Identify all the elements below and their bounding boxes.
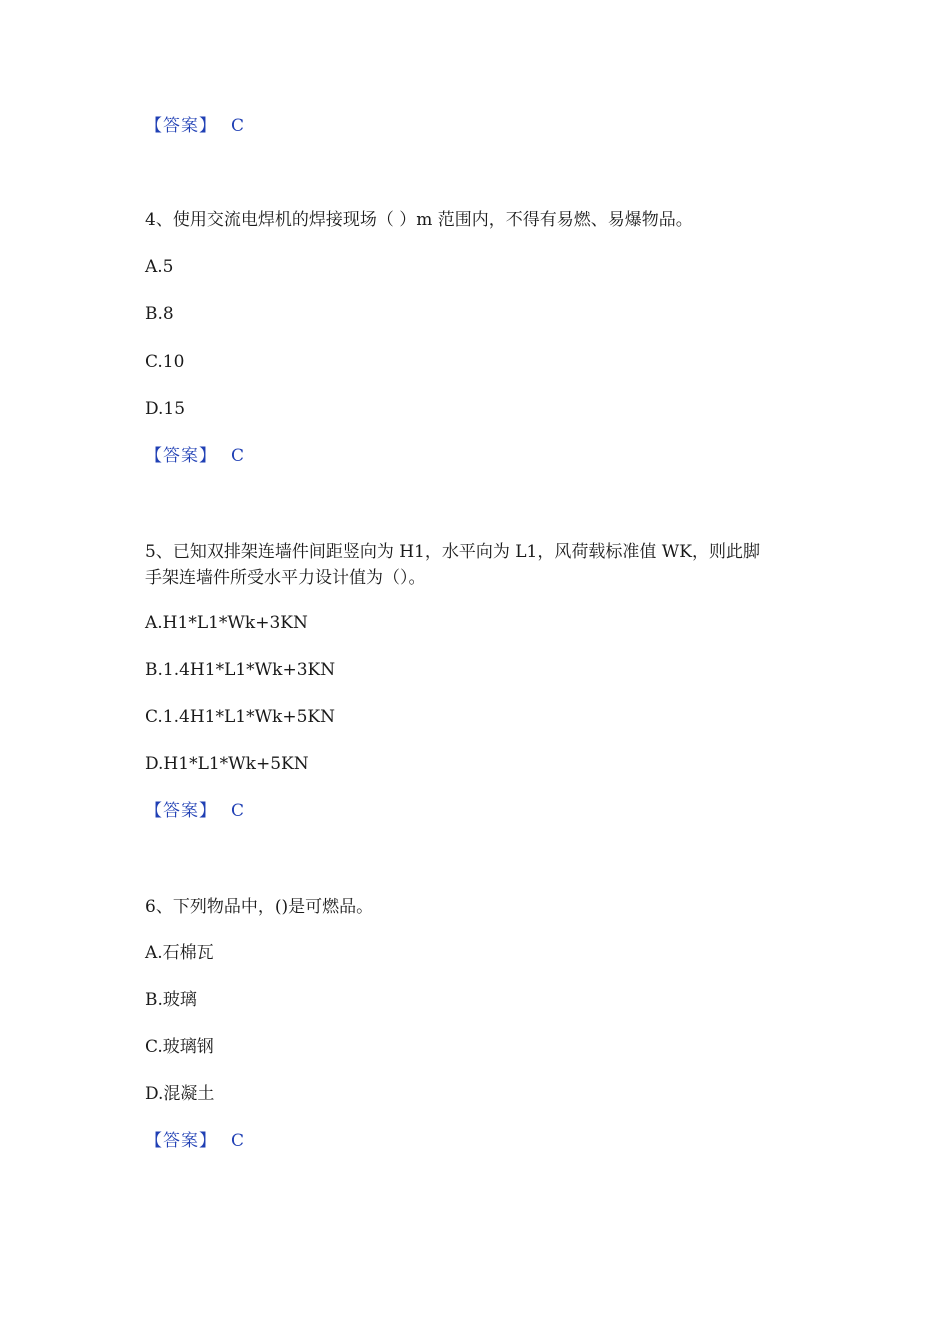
answer-line-6 <box>145 1129 244 1153</box>
question-6-option-c: C.玻璃钢 <box>145 1037 214 1057</box>
question-5-text-line2: 手架连墙件所受水平力设计值为（）。 <box>145 568 426 588</box>
answer-label: 【答案】 <box>145 801 217 821</box>
question-5-option-b: B.1.4H1*L1*Wk+3KN <box>145 660 336 680</box>
question-4-option-c: C.10 <box>145 352 185 372</box>
question-6-option-a: A.石棉瓦 <box>145 943 214 963</box>
answer-line-4 <box>145 444 244 468</box>
answer-line-5 <box>145 799 244 823</box>
answer-value: C <box>231 116 245 136</box>
question-6-text: 6、下列物品中，()是可燃品。 <box>145 897 374 917</box>
answer-label: 【答案】 <box>145 446 217 466</box>
question-6-option-d: D.混凝土 <box>145 1084 215 1104</box>
question-5-text-line1: 5、已知双排架连墙件间距竖向为 H1，水平向为 L1，风荷载标准值 WK，则此脚 <box>145 542 760 562</box>
question-5-option-c: C.1.4H1*L1*Wk+5KN <box>145 707 335 727</box>
answer-value: C <box>231 446 245 466</box>
question-5-option-a: A.H1*L1*Wk+3KN <box>145 613 308 633</box>
question-4-text: 4、使用交流电焊机的焊接现场（ ）m 范围内，不得有易燃、易爆物品。 <box>145 210 693 230</box>
answer-value: C <box>231 801 245 821</box>
answer-value: C <box>231 1131 245 1151</box>
question-4-option-d: D.15 <box>145 399 186 419</box>
question-4-option-b: B.8 <box>145 304 174 324</box>
answer-label: 【答案】 <box>145 1131 217 1151</box>
answer-label: 【答案】 <box>145 116 217 136</box>
answer-line-3 <box>145 114 244 138</box>
question-6-option-b: B.玻璃 <box>145 990 197 1010</box>
question-5-option-d: D.H1*L1*Wk+5KN <box>145 754 309 774</box>
question-4-option-a: A.5 <box>145 257 174 277</box>
